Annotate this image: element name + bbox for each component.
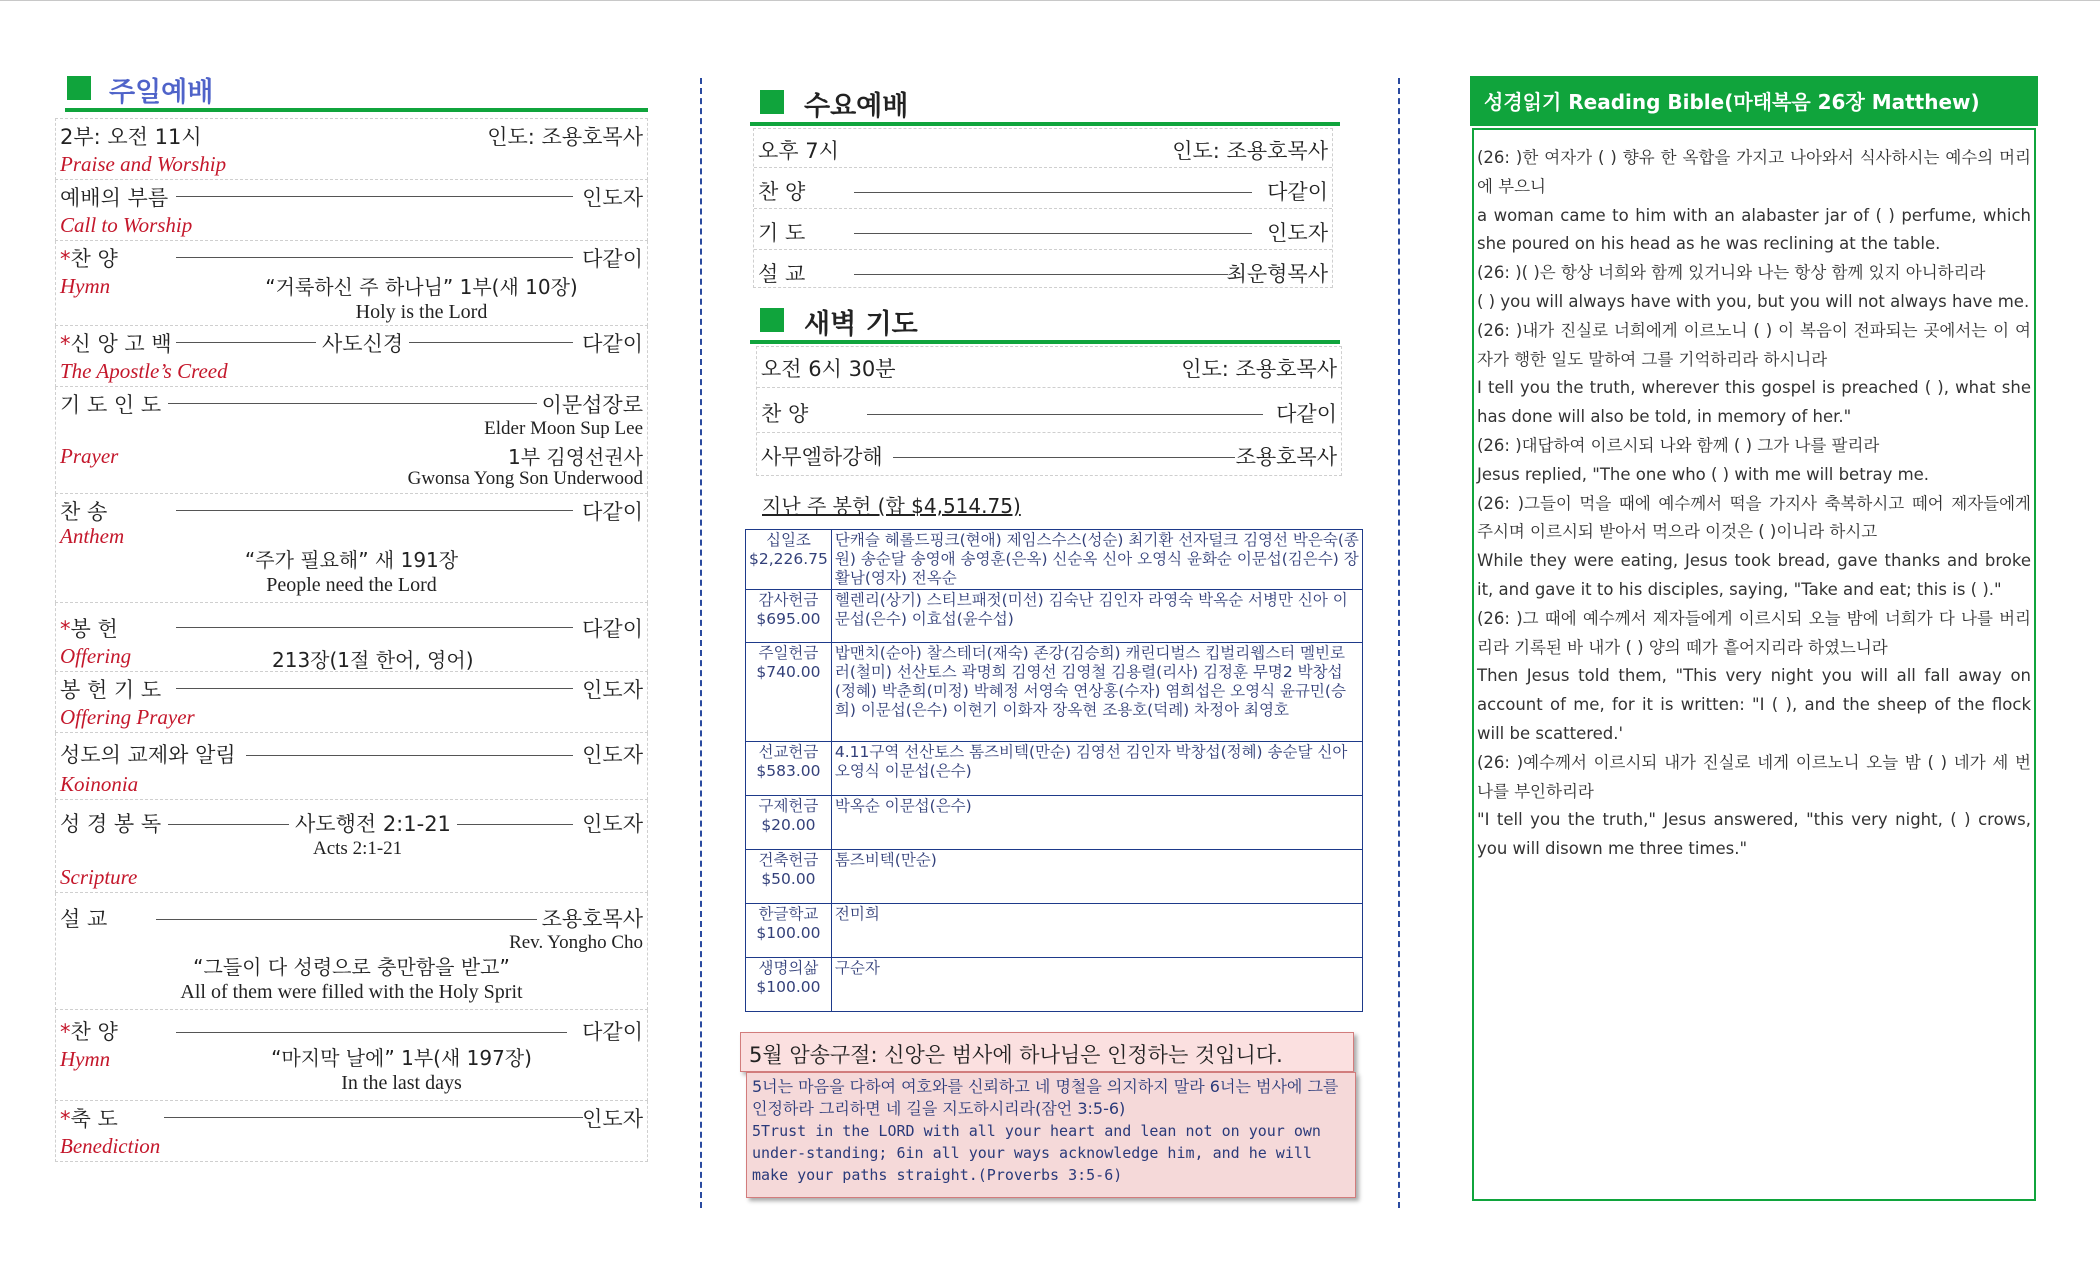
offering-names: 구순자 xyxy=(831,958,1362,1012)
wednesday-title xyxy=(750,82,1340,126)
item-who: 다같이 xyxy=(582,1020,643,1044)
dawn-order xyxy=(756,346,1342,476)
order-item-benediction: *축 도 인도자 Benediction xyxy=(55,1101,648,1162)
anthem-title: “주가 필요해” 새 191장 xyxy=(244,548,459,572)
bible-english: a woman came to him with an alabaster jar of ( ) perfume, which she poured on his head as he was reclining at the table. xyxy=(1477,205,2031,254)
sunday-title xyxy=(55,68,648,112)
bible-reading-title: 성경읽기 Reading Bible(마태복음 26장 Matthew) xyxy=(1470,76,2038,126)
bible-english: I tell you the truth, wherever this gospel is preached ( ), what she has done will also be told, in memory of her." xyxy=(1477,378,2031,427)
offering-category: 선교헌금 xyxy=(758,743,819,761)
table-row xyxy=(746,643,1363,742)
table-row xyxy=(746,958,1363,1012)
anthem-title-english: People need the Lord xyxy=(266,574,437,596)
bible-english: Jesus replied, "The one who ( ) with me will betray me. xyxy=(1477,464,1930,484)
wednesday-title-text: 수요예배 xyxy=(804,91,909,122)
bible-korean: (26: )내가 진실로 너희에게 이르노니 ( ) 이 복음이 전파되는 곳에서는 이 여자가 행한 일도 말하여 그를 기억하리라 하시니라 xyxy=(1477,320,2031,369)
table-row xyxy=(746,590,1363,643)
item-who-2-english: Gwonsa Yong Son Underwood xyxy=(407,468,643,489)
offering-category: 건축헌금 xyxy=(758,851,819,869)
offering-category: 한글학교 xyxy=(758,905,819,923)
dawn-title xyxy=(750,300,1340,344)
offering-names: 박옥순 이문섭(은수) xyxy=(831,796,1362,850)
dawn-title-text: 새벽 기도 xyxy=(804,309,918,340)
column-divider-1 xyxy=(700,78,702,1208)
item-english: Offering Prayer xyxy=(60,705,195,729)
sunday-service-column xyxy=(55,68,648,1162)
offering-names: 밥맨치(순아) 찰스테더(재숙) 존강(김승희) 캐린디벌스 킵벌리웹스터 멜빈로러(철미) 선산토스 곽명희 김영선 김영철 김용렬(리사) 김정훈 무명2 박창섭(정혜) 박춘희(미정) 박혜정 서영숙 연상홍(수자) 염희섭은 오영식 윤규민(승희) 이문섭(은수) 이현기 이화자 장옥현 조용호(덕례) 차정아 최영호 xyxy=(831,643,1362,742)
sunday-order xyxy=(55,118,648,1162)
item-label: 설 교 xyxy=(758,262,806,286)
item-who: 조용호목사 xyxy=(1235,445,1337,469)
sermon-title: “그들이 다 성령으로 충만함을 받고” xyxy=(193,955,510,979)
bible-korean: (26: )한 여자가 ( ) 향유 한 옥합을 가지고 나아와서 식사하시는 예수의 머리에 부으니 xyxy=(1477,148,2031,196)
offering-category: 생명의삶 xyxy=(758,959,819,977)
offering-category: 십일조 xyxy=(765,531,811,549)
memory-verse-title: 5월 암송구절: 신앙은 범사에 하나님은 인정하는 것입니다. xyxy=(740,1032,1354,1072)
title-underline xyxy=(750,122,1340,126)
item-english: Call to Worship xyxy=(60,213,193,237)
offering-names: 4.11구역 선산토스 톰즈비텍(만순) 김영선 김인자 박창섭(정혜) 송순달 신아 오영식 이문섭(은수) xyxy=(831,742,1362,796)
item-label: 기 도 인 도 xyxy=(60,393,162,417)
top-border xyxy=(0,0,2100,1)
wednesday-order xyxy=(753,128,1333,288)
item-label: 찬 양 xyxy=(758,180,806,204)
item-who: 인도자 xyxy=(582,743,643,767)
table-row xyxy=(746,742,1363,796)
offering-category: 감사헌금 xyxy=(758,591,819,609)
item-who: 인도자 xyxy=(582,186,643,210)
item-middle: 사도신경 xyxy=(316,328,409,358)
memory-verse-box xyxy=(746,1072,1356,1198)
item-who: 다같이 xyxy=(582,332,643,356)
item-middle: 사도행전 2:1-21 xyxy=(289,808,457,838)
item-label: 찬 송 xyxy=(60,500,108,524)
bible-english: ( ) you will always have with you, but you will not always have me. xyxy=(1477,291,2030,311)
item-label: 설 교 xyxy=(60,907,108,931)
title-underline xyxy=(750,340,1340,344)
service-header-row: 2부: 오전 11시 인도: 조용호목사 Praise and Worship xyxy=(55,118,648,180)
item-who: 이문섭장로 xyxy=(541,393,643,417)
memory-verse-korean: 5너는 마음을 다하여 여호와를 신뢰하고 네 명철을 의지하지 말라 6너는 범사에 그를 인정하라 그리하면 네 길을 지도하시리라(잠언 3:5-6) xyxy=(752,1077,1339,1118)
offering-amount: $2,226.75 xyxy=(749,550,828,568)
offering-names: 톰즈비텍(만순) xyxy=(831,850,1362,904)
item-who: 다같이 xyxy=(582,247,643,271)
offering-amount: $100.00 xyxy=(756,924,821,942)
order-item-hymn-2: *찬 양 다같이 Hymn “마지막 날에” 1부(새 197장) In the last days xyxy=(55,1010,648,1101)
item-english: Scripture xyxy=(60,865,138,889)
item-label: 축 도 xyxy=(70,1107,118,1131)
bible-reading-box xyxy=(1472,128,2036,1201)
item-who: 인도자 xyxy=(582,812,643,836)
item-english: Hymn xyxy=(60,274,111,298)
item-who: 조용호목사 xyxy=(541,907,643,931)
item-who: 인도자 xyxy=(582,1107,643,1131)
offering-names: 전미희 xyxy=(831,904,1362,958)
item-english: Koinonia xyxy=(60,772,139,796)
column-divider-2 xyxy=(1398,78,1400,1208)
hymn-title: “거룩하신 주 하나님” 1부(새 10장) xyxy=(265,275,578,299)
order-item-creed: *신 앙 고 백 사도신경 다같이 The Apostle’s Creed xyxy=(55,326,648,387)
item-english: Anthem xyxy=(60,524,125,548)
item-english: Prayer xyxy=(60,444,119,468)
table-row xyxy=(746,796,1363,850)
green-square-icon xyxy=(760,308,784,332)
offering-table xyxy=(745,529,1363,1012)
order-item-anthem xyxy=(55,494,648,603)
scripture-english: Acts 2:1-21 xyxy=(313,838,403,859)
wednesday-time: 오후 7시 xyxy=(758,139,839,163)
item-label: 찬 양 xyxy=(761,402,809,426)
bible-korean: (26: )그 때에 예수께서 제자들에게 이르시되 오늘 밤에 너희가 다 나를 버리리라 기록된 바 내가 ( ) 양의 떼가 흩어지리라 하였느니라 xyxy=(1477,608,2031,657)
bible-korean: (26: )그들이 먹을 때에 예수께서 떡을 가지사 축복하시고 떼어 제자들에게 주시며 이르시되 받아서 먹으라 이것은 ( )이니라 하시고 xyxy=(1477,493,2031,542)
item-english: Hymn xyxy=(60,1047,111,1071)
order-item-koinonia xyxy=(55,733,648,800)
hymn-title-english: Holy is the Lord xyxy=(355,301,488,323)
offering-names: 단캐슬 헤롤드핑크(현애) 제임스수스(성순) 최기환 선자덜크 김영선 박은숙(종원) 송순달 송영애 송영훈(은옥) 신순옥 신아 오영식 윤화순 이문섭(김은수) 장활남(영자) 전옥순 xyxy=(831,530,1362,590)
dawn-time: 오전 6시 30분 xyxy=(761,357,896,381)
item-label: 신 앙 고 백 xyxy=(70,332,172,356)
item-who: 인도자 xyxy=(1267,221,1328,245)
hymn-title-english: In the last days xyxy=(341,1072,462,1094)
item-label: 봉 헌 xyxy=(70,617,118,641)
bible-english: "I tell you the truth," Jesus answered, "this very night, ( ) crows, you will disown me three times." xyxy=(1477,810,2031,859)
memory-verse-english: 5Trust in the LORD with all your heart and lean not on your own under-standing; 6in all your ways acknowledge him, and he will make your paths straight.(Proverbs 3:5-6) xyxy=(752,1122,1321,1184)
order-item-sermon xyxy=(55,893,648,1010)
item-label: 기 도 xyxy=(758,221,806,245)
sermon-title-english: All of them were filled with the Holy Sprit xyxy=(180,981,523,1003)
sunday-title-text: 주일예배 xyxy=(109,77,214,108)
item-who-english: Elder Moon Sup Lee xyxy=(484,418,643,439)
item-label: 성도의 교제와 알림 xyxy=(60,743,236,767)
item-label: 사무엘하강해 xyxy=(761,445,883,469)
green-square-icon xyxy=(760,90,784,114)
order-item-hymn: *찬 양 다같이 Hymn “거룩하신 주 하나님” 1부(새 10장) Holy is the Lord xyxy=(55,241,648,326)
item-who-2: 1부 김영선권사 xyxy=(507,445,643,469)
preacher-english: Rev. Yongho Cho xyxy=(509,932,643,953)
item-who: 다같이 xyxy=(582,500,643,524)
bible-korean: (26: )대답하여 이르시되 나와 함께 ( ) 그가 나를 팔리라 xyxy=(1477,435,1880,455)
order-item-scripture xyxy=(55,800,648,893)
item-english: Offering xyxy=(60,644,132,668)
item-english: The Apostle’s Creed xyxy=(60,359,228,383)
service-leader: 인도: 조용호목사 xyxy=(487,125,643,149)
order-item-prayer xyxy=(55,387,648,494)
item-english: Benediction xyxy=(60,1134,161,1158)
offering-category: 구제헌금 xyxy=(758,797,819,815)
offering-amount: $583.00 xyxy=(756,762,821,780)
dawn-leader: 인도: 조용호목사 xyxy=(1181,357,1337,381)
item-who: 다같이 xyxy=(1267,180,1328,204)
offering-amount: $100.00 xyxy=(756,978,821,996)
bible-korean: (26: )예수께서 이르시되 내가 진실로 네게 이르노니 오늘 밤 ( ) 네가 세 번 나를 부인하리라 xyxy=(1477,752,2031,801)
item-label: 봉 헌 기 도 xyxy=(60,678,162,702)
item-who: 최운형목사 xyxy=(1226,262,1328,286)
bible-english: Then Jesus told them, "This very night you will all fall away on account of me, for it is written: "I ( ), and the sheep of the flock will be scattered.' xyxy=(1477,666,2031,743)
offering-category: 주일헌금 xyxy=(758,644,819,662)
item-label: 찬 양 xyxy=(70,1020,118,1044)
service-time: 2부: 오전 11시 xyxy=(60,125,202,149)
offering-hymn: 213장(1절 한어, 영어) xyxy=(272,648,474,672)
bible-english: While they were eating, Jesus took bread, gave thanks and broke it, and gave it to his disciples, saying, "Take and eat; this is ( )." xyxy=(1477,551,2031,599)
offering-amount: $20.00 xyxy=(761,816,816,834)
table-row xyxy=(746,904,1363,958)
offering-amount: $740.00 xyxy=(756,663,821,681)
item-label: 예배의 부름 xyxy=(60,186,169,210)
item-label: 찬 양 xyxy=(70,247,118,271)
order-item-offering: *봉 헌 다같이 Offering 213장(1절 한어, 영어) xyxy=(55,603,648,672)
item-label: 성 경 봉 독 xyxy=(60,812,162,836)
table-row xyxy=(746,850,1363,904)
offering-amount: $50.00 xyxy=(761,870,816,888)
table-row xyxy=(746,530,1363,590)
hymn-title: “마지막 날에” 1부(새 197장) xyxy=(271,1046,532,1070)
order-item-call xyxy=(55,180,648,241)
bible-korean: (26: )( )은 항상 너희와 함께 있거니와 나는 항상 함께 있지 아니하리라 xyxy=(1477,263,1986,283)
wednesday-leader: 인도: 조용호목사 xyxy=(1172,139,1328,163)
offering-names: 헬렌리(상기) 스티브패젓(미선) 김숙난 김인자 라영숙 박옥순 서병만 신아 이문섭(은수) 이효섭(윤수섭) xyxy=(831,590,1362,643)
green-square-icon xyxy=(67,76,91,100)
offering-summary-title: 지난 주 봉헌 (합 $4,514.75) xyxy=(762,494,1021,518)
item-who: 다같이 xyxy=(1276,402,1337,426)
title-underline xyxy=(65,108,648,112)
offering-amount: $695.00 xyxy=(756,610,821,628)
item-who: 인도자 xyxy=(582,678,643,702)
item-who: 다같이 xyxy=(582,617,643,641)
order-item-offering-prayer xyxy=(55,672,648,733)
